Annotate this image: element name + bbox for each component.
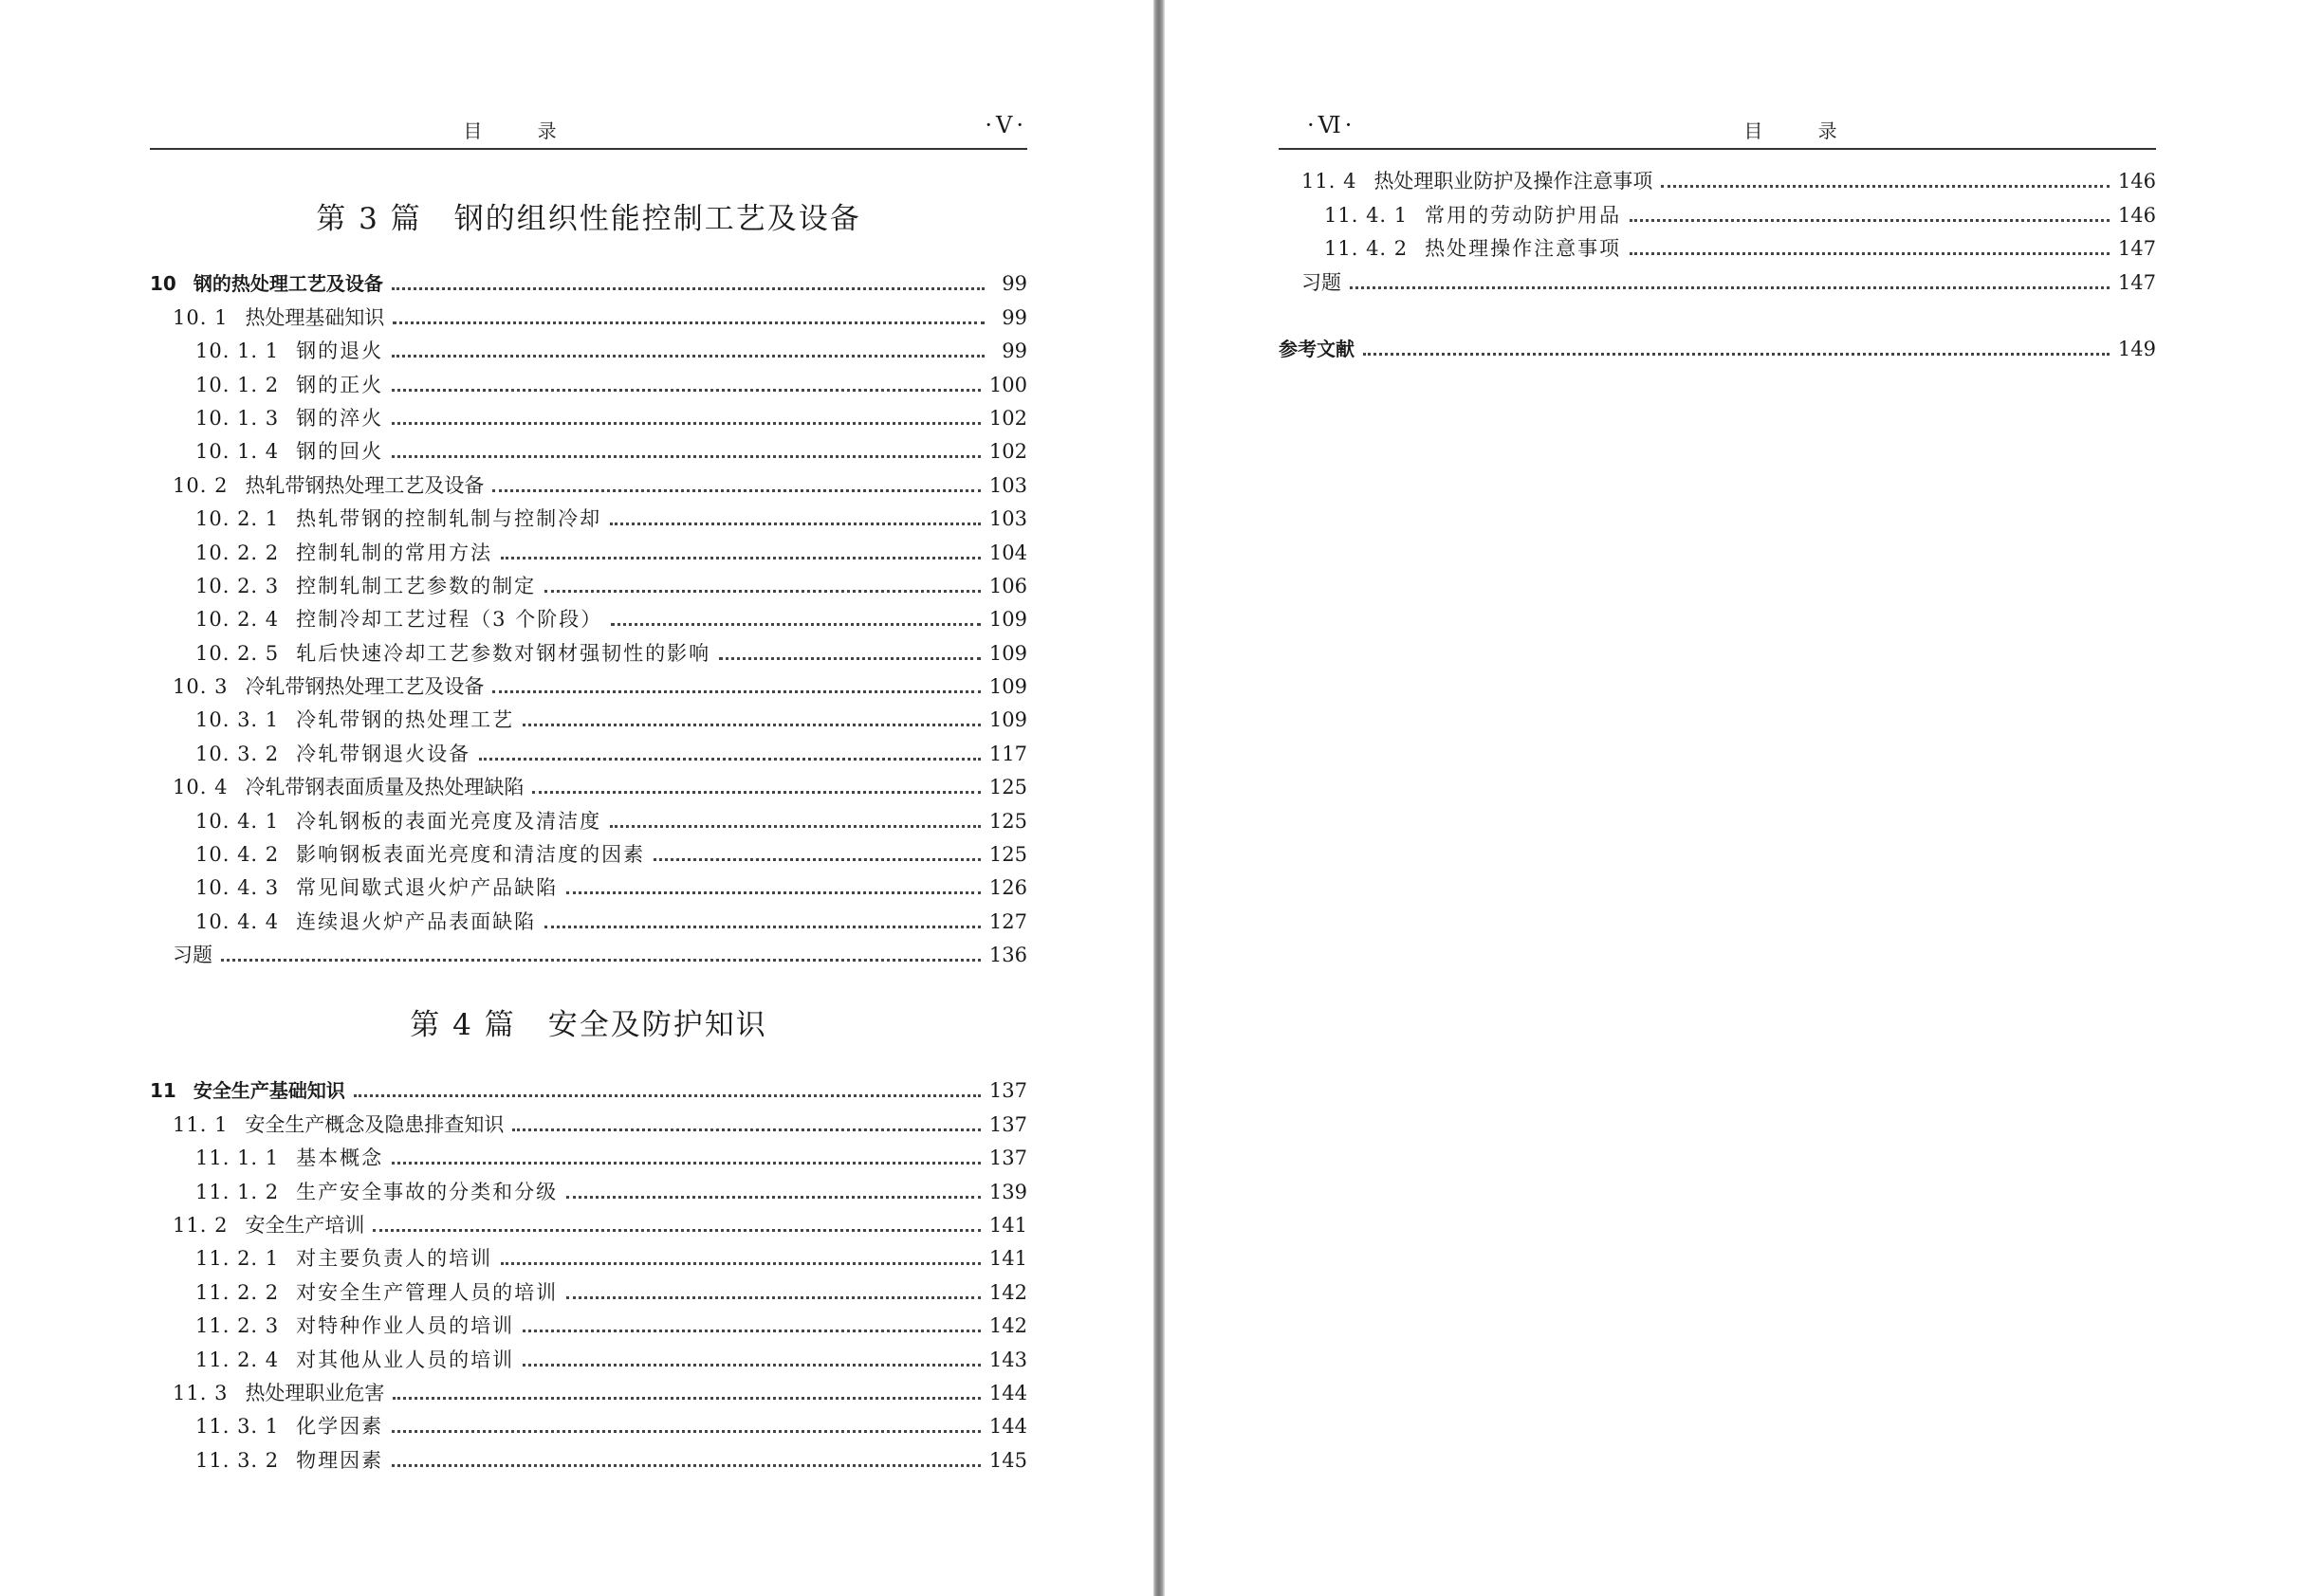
part-4-title <box>150 1000 1027 1043</box>
toc-entry[interactable] <box>150 1238 1027 1271</box>
toc-entry-page: 142 <box>988 1280 1027 1304</box>
dot-leader <box>392 355 985 358</box>
toc-entry-title: 习题 <box>1301 270 1341 294</box>
toc-entry-page: 147 <box>2117 237 2156 261</box>
toc-entry-page: 139 <box>988 1180 1027 1203</box>
toc-entry-page: 100 <box>988 373 1027 396</box>
dot-leader <box>1630 252 2110 255</box>
dot-leader <box>492 690 980 693</box>
toc-entry-title: 安全生产培训 <box>245 1213 365 1237</box>
toc-entry[interactable] <box>150 397 1027 431</box>
toc-entry-title: 热轧带钢热处理工艺及设备 <box>245 473 485 497</box>
toc-entry-number: 10. 2. 5 <box>195 641 280 665</box>
dot-leader <box>1661 185 2109 188</box>
toc-entry-title: 对安全生产管理人员的培训 <box>296 1280 559 1304</box>
toc-entry[interactable] <box>150 1405 1027 1439</box>
dot-leader <box>566 891 981 894</box>
toc-entry-number: 10. 4. 3 <box>195 876 280 900</box>
toc-entry-page: 146 <box>2117 203 2156 227</box>
toc-entry-page: 103 <box>988 507 1027 531</box>
toc-entry-title: 钢的热处理工艺及设备 <box>193 272 383 296</box>
toc-entry-number: 11. 1. 1 <box>195 1147 280 1170</box>
toc-entry-number: 11. 2 <box>173 1213 229 1237</box>
toc-entry[interactable] <box>150 431 1027 464</box>
toc-entry-page: 149 <box>2117 338 2156 361</box>
toc-entry-page: 109 <box>988 641 1027 665</box>
toc-entry-number: 11. 1 <box>173 1112 229 1136</box>
toc-entry[interactable] <box>150 363 1027 396</box>
toc-entry-page: 125 <box>988 776 1027 799</box>
toc-entry-title: 控制轧制工艺参数的制定 <box>296 574 537 597</box>
dot-leader <box>719 657 981 660</box>
dot-leader <box>611 623 981 626</box>
toc-entry-number: 11 <box>150 1079 176 1103</box>
toc-entry-title: 对主要负责人的培训 <box>296 1247 493 1271</box>
dot-leader <box>392 389 981 392</box>
toc-entry[interactable] <box>150 1170 1027 1203</box>
toc-entry-title: 连续退火炉产品表面缺陷 <box>296 909 537 933</box>
toc-entry-page: 103 <box>988 473 1027 497</box>
toc-part-3 <box>150 263 1027 967</box>
toc-entry-title: 冷轧带钢退火设备 <box>296 742 471 765</box>
toc-entry-page: 99 <box>1002 272 1027 296</box>
toc-entry-title: 控制冷却工艺过程（3 个阶段） <box>296 608 603 632</box>
toc-entry-title: 热轧带钢的控制轧制与控制冷却 <box>296 507 602 531</box>
toc-entry-page: 126 <box>988 876 1027 900</box>
toc-entry-page: 106 <box>988 574 1027 597</box>
toc-entry-number: 11. 2. 4 <box>195 1348 280 1371</box>
toc-entry[interactable] <box>1279 228 2156 261</box>
toc-entry-number: 10. 4. 1 <box>195 809 280 833</box>
toc-entry[interactable] <box>1279 160 2156 193</box>
dot-leader <box>512 1128 980 1131</box>
toc-entry-page: 147 <box>2117 270 2156 294</box>
toc-entry-title: 影响钢板表面光亮度和清洁度的因素 <box>296 843 646 867</box>
toc-entry[interactable] <box>1279 261 2156 294</box>
toc-entry[interactable] <box>150 766 1027 799</box>
toc-entry[interactable] <box>150 1338 1027 1371</box>
dot-leader <box>354 1094 981 1097</box>
toc-entry-number: 10. 2. 1 <box>195 507 280 531</box>
toc-entry-number: 10. 1. 2 <box>195 373 280 396</box>
dot-leader <box>523 1364 981 1367</box>
toc-entry[interactable] <box>150 799 1027 833</box>
toc-entry[interactable] <box>150 1070 1027 1103</box>
toc-entry-number: 10. 3. 2 <box>195 742 280 765</box>
toc-entry-title: 常用的劳动防护用品 <box>1425 203 1622 227</box>
dot-leader <box>501 1262 981 1265</box>
toc-entry-title: 安全生产基础知识 <box>193 1079 345 1103</box>
toc-entry-page: 102 <box>988 440 1027 464</box>
part-number: 第 3 篇 <box>316 202 422 236</box>
toc-entry-title: 对其他从业人员的培训 <box>296 1348 515 1371</box>
header-title: 目 录 <box>1743 119 1862 142</box>
toc-entry[interactable] <box>150 498 1027 531</box>
toc-entry[interactable] <box>150 900 1027 933</box>
toc-entry-title: 热处理职业危害 <box>245 1381 385 1404</box>
toc-entry-page: 137 <box>988 1079 1027 1103</box>
toc-entry-page: 144 <box>988 1415 1027 1439</box>
toc-entry-number: 11. 2. 3 <box>195 1314 280 1338</box>
toc-entry-page: 146 <box>2117 170 2156 193</box>
page-header <box>150 112 1027 150</box>
toc-entry-number: 10. 1. 4 <box>195 440 280 464</box>
toc-entry-page: 104 <box>988 541 1027 564</box>
toc-entry-page: 142 <box>988 1314 1027 1338</box>
toc-entry[interactable] <box>150 1372 1027 1405</box>
toc-entry-page: 137 <box>988 1112 1027 1136</box>
toc-entry-title: 控制轧制的常用方法 <box>296 541 493 564</box>
toc-entry-page: 109 <box>988 608 1027 632</box>
part-name: 钢的组织性能控制工艺及设备 <box>453 202 861 236</box>
toc-entry-page: 141 <box>988 1213 1027 1237</box>
toc-entry-title: 物理因素 <box>296 1448 384 1472</box>
toc-entry-number: 10. 3. 1 <box>195 708 280 732</box>
dot-leader <box>392 287 985 290</box>
dot-leader <box>566 1296 981 1299</box>
toc-entry-title: 钢的回火 <box>296 440 384 464</box>
page-header <box>1279 112 2156 150</box>
toc-entry-title: 热处理操作注意事项 <box>1425 237 1622 261</box>
dot-leader <box>1630 219 2110 222</box>
dot-leader <box>373 1229 980 1232</box>
toc-entry[interactable] <box>150 867 1027 900</box>
toc-entry-title: 钢的退火 <box>296 339 384 363</box>
toc-references <box>1279 328 2156 361</box>
dot-leader <box>392 1430 981 1433</box>
toc-entry-title: 基本概念 <box>296 1147 384 1170</box>
toc-entry-title: 钢的正火 <box>296 373 384 396</box>
toc-entry-number: 10. 3 <box>173 675 229 699</box>
toc-entry-page: 99 <box>1002 305 1027 329</box>
dot-leader <box>654 858 981 861</box>
toc-entry-page: 127 <box>988 909 1027 933</box>
header-title: 目 录 <box>463 119 581 142</box>
toc-entry-number: 11. 2. 2 <box>195 1280 280 1304</box>
toc-entry-number: 10. 4. 2 <box>195 843 280 867</box>
toc-entry-number: 10. 1. 1 <box>195 339 280 363</box>
toc-entry[interactable] <box>150 1137 1027 1170</box>
toc-entry-number: 11. 3. 1 <box>195 1415 280 1439</box>
dot-leader <box>610 825 981 828</box>
header-page-number: ·Ⅴ· <box>985 112 1027 138</box>
dot-leader <box>544 590 981 593</box>
toc-continued <box>1279 160 2156 295</box>
toc-entry-page: 102 <box>988 406 1027 430</box>
toc-entry-number: 10. 4 <box>173 776 229 799</box>
toc-entry-number: 11. 4. 2 <box>1324 237 1409 261</box>
toc-entry-number: 10 <box>150 272 176 296</box>
right-page <box>1165 0 2304 1596</box>
toc-entry-title: 参考文献 <box>1279 338 1355 361</box>
dot-leader <box>532 791 980 794</box>
dot-leader <box>392 1162 981 1165</box>
toc-entry-number: 10. 2 <box>173 473 229 497</box>
toc-entry-page: 141 <box>988 1247 1027 1271</box>
toc-entry-title: 热处理职业防护及操作注意事项 <box>1373 170 1653 193</box>
dot-leader <box>566 1196 981 1199</box>
toc-entry-number: 11. 4 <box>1301 170 1357 193</box>
toc-entry-title: 轧后快速冷却工艺参数对钢材强韧性的影响 <box>296 641 711 665</box>
toc-entry-references[interactable] <box>1279 328 2156 361</box>
toc-entry-number: 10. 4. 4 <box>195 909 280 933</box>
dot-leader <box>221 959 981 962</box>
toc-entry-title: 冷轧带钢的热处理工艺 <box>296 708 515 732</box>
toc-entry-page: 125 <box>988 843 1027 867</box>
toc-entry-number: 11. 2. 1 <box>195 1247 280 1271</box>
toc-entry[interactable] <box>150 834 1027 867</box>
dot-leader <box>479 758 981 761</box>
toc-entry[interactable] <box>150 934 1027 967</box>
toc-entry[interactable] <box>150 263 1027 296</box>
toc-entry[interactable] <box>150 531 1027 564</box>
dot-leader <box>501 557 981 560</box>
toc-entry-page: 136 <box>988 944 1027 967</box>
dot-leader <box>392 455 981 458</box>
toc-entry[interactable] <box>150 699 1027 732</box>
dot-leader <box>492 489 980 492</box>
dot-leader <box>392 422 981 425</box>
toc-entry[interactable] <box>150 632 1027 665</box>
toc-entry-title: 安全生产概念及隐患排查知识 <box>245 1112 505 1136</box>
toc-entry[interactable] <box>150 1103 1027 1136</box>
dot-leader <box>1350 286 2110 289</box>
dot-leader <box>393 1397 980 1400</box>
toc-entry-page: 109 <box>988 675 1027 699</box>
toc-entry-number: 10. 2. 4 <box>195 608 280 632</box>
toc-entry[interactable] <box>150 1439 1027 1472</box>
toc-entry-number: 10. 2. 3 <box>195 574 280 597</box>
toc-entry-page: 145 <box>988 1448 1027 1472</box>
toc-entry[interactable] <box>150 1204 1027 1238</box>
toc-entry-title: 生产安全事故的分类和分级 <box>296 1180 559 1203</box>
book-spine <box>1153 0 1165 1596</box>
dot-leader <box>393 321 985 324</box>
toc-entry-title: 热处理基础知识 <box>245 305 385 329</box>
toc-entry[interactable] <box>150 666 1027 699</box>
toc-entry-title: 钢的淬火 <box>296 406 384 430</box>
toc-entry-number: 10. 1. 3 <box>195 406 280 430</box>
toc-entry-page: 109 <box>988 708 1027 732</box>
toc-entry-title: 习题 <box>173 944 212 967</box>
toc-entry-number: 10. 2. 2 <box>195 541 280 564</box>
toc-entry-number: 11. 3 <box>173 1381 229 1404</box>
toc-entry-title: 冷轧钢板的表面光亮度及清洁度 <box>296 809 602 833</box>
toc-entry-number: 10. 1 <box>173 305 229 329</box>
part-name: 安全及防护知识 <box>547 1008 767 1042</box>
toc-part-4 <box>150 1070 1027 1473</box>
part-number: 第 4 篇 <box>410 1008 516 1042</box>
toc-entry[interactable] <box>150 1305 1027 1338</box>
toc-entry-title: 化学因素 <box>296 1415 384 1439</box>
dot-leader <box>523 724 981 726</box>
toc-entry[interactable] <box>150 732 1027 765</box>
part-3-title <box>150 194 1027 237</box>
dot-leader <box>1363 353 2110 356</box>
dot-leader <box>610 523 981 525</box>
toc-entry-page: 144 <box>988 1381 1027 1404</box>
toc-entry-title: 常见间歇式退火炉产品缺陷 <box>296 876 559 900</box>
toc-entry[interactable] <box>150 565 1027 598</box>
toc-entry-title: 对特种作业人员的培训 <box>296 1314 515 1338</box>
toc-entry[interactable] <box>1279 193 2156 227</box>
toc-entry[interactable] <box>150 598 1027 632</box>
toc-entry-page: 125 <box>988 809 1027 833</box>
toc-entry-page: 117 <box>988 742 1027 765</box>
toc-entry[interactable] <box>150 464 1027 497</box>
dot-leader <box>392 1464 981 1467</box>
toc-entry[interactable] <box>150 1271 1027 1304</box>
dot-leader <box>523 1330 981 1332</box>
toc-entry-title: 冷轧带钢表面质量及热处理缺陷 <box>245 776 525 799</box>
toc-entry-number: 11. 3. 2 <box>195 1448 280 1472</box>
toc-entry-page: 143 <box>988 1348 1027 1371</box>
header-page-number: ·Ⅵ· <box>1307 112 1356 138</box>
toc-entry-page: 99 <box>1002 339 1027 363</box>
dot-leader <box>544 926 981 928</box>
toc-entry[interactable] <box>150 330 1027 363</box>
toc-entry[interactable] <box>150 296 1027 329</box>
toc-entry-title: 冷轧带钢热处理工艺及设备 <box>245 675 485 699</box>
toc-entry-page: 137 <box>988 1147 1027 1170</box>
toc-entry-number: 11. 4. 1 <box>1324 203 1409 227</box>
toc-entry-number: 11. 1. 2 <box>195 1180 280 1203</box>
